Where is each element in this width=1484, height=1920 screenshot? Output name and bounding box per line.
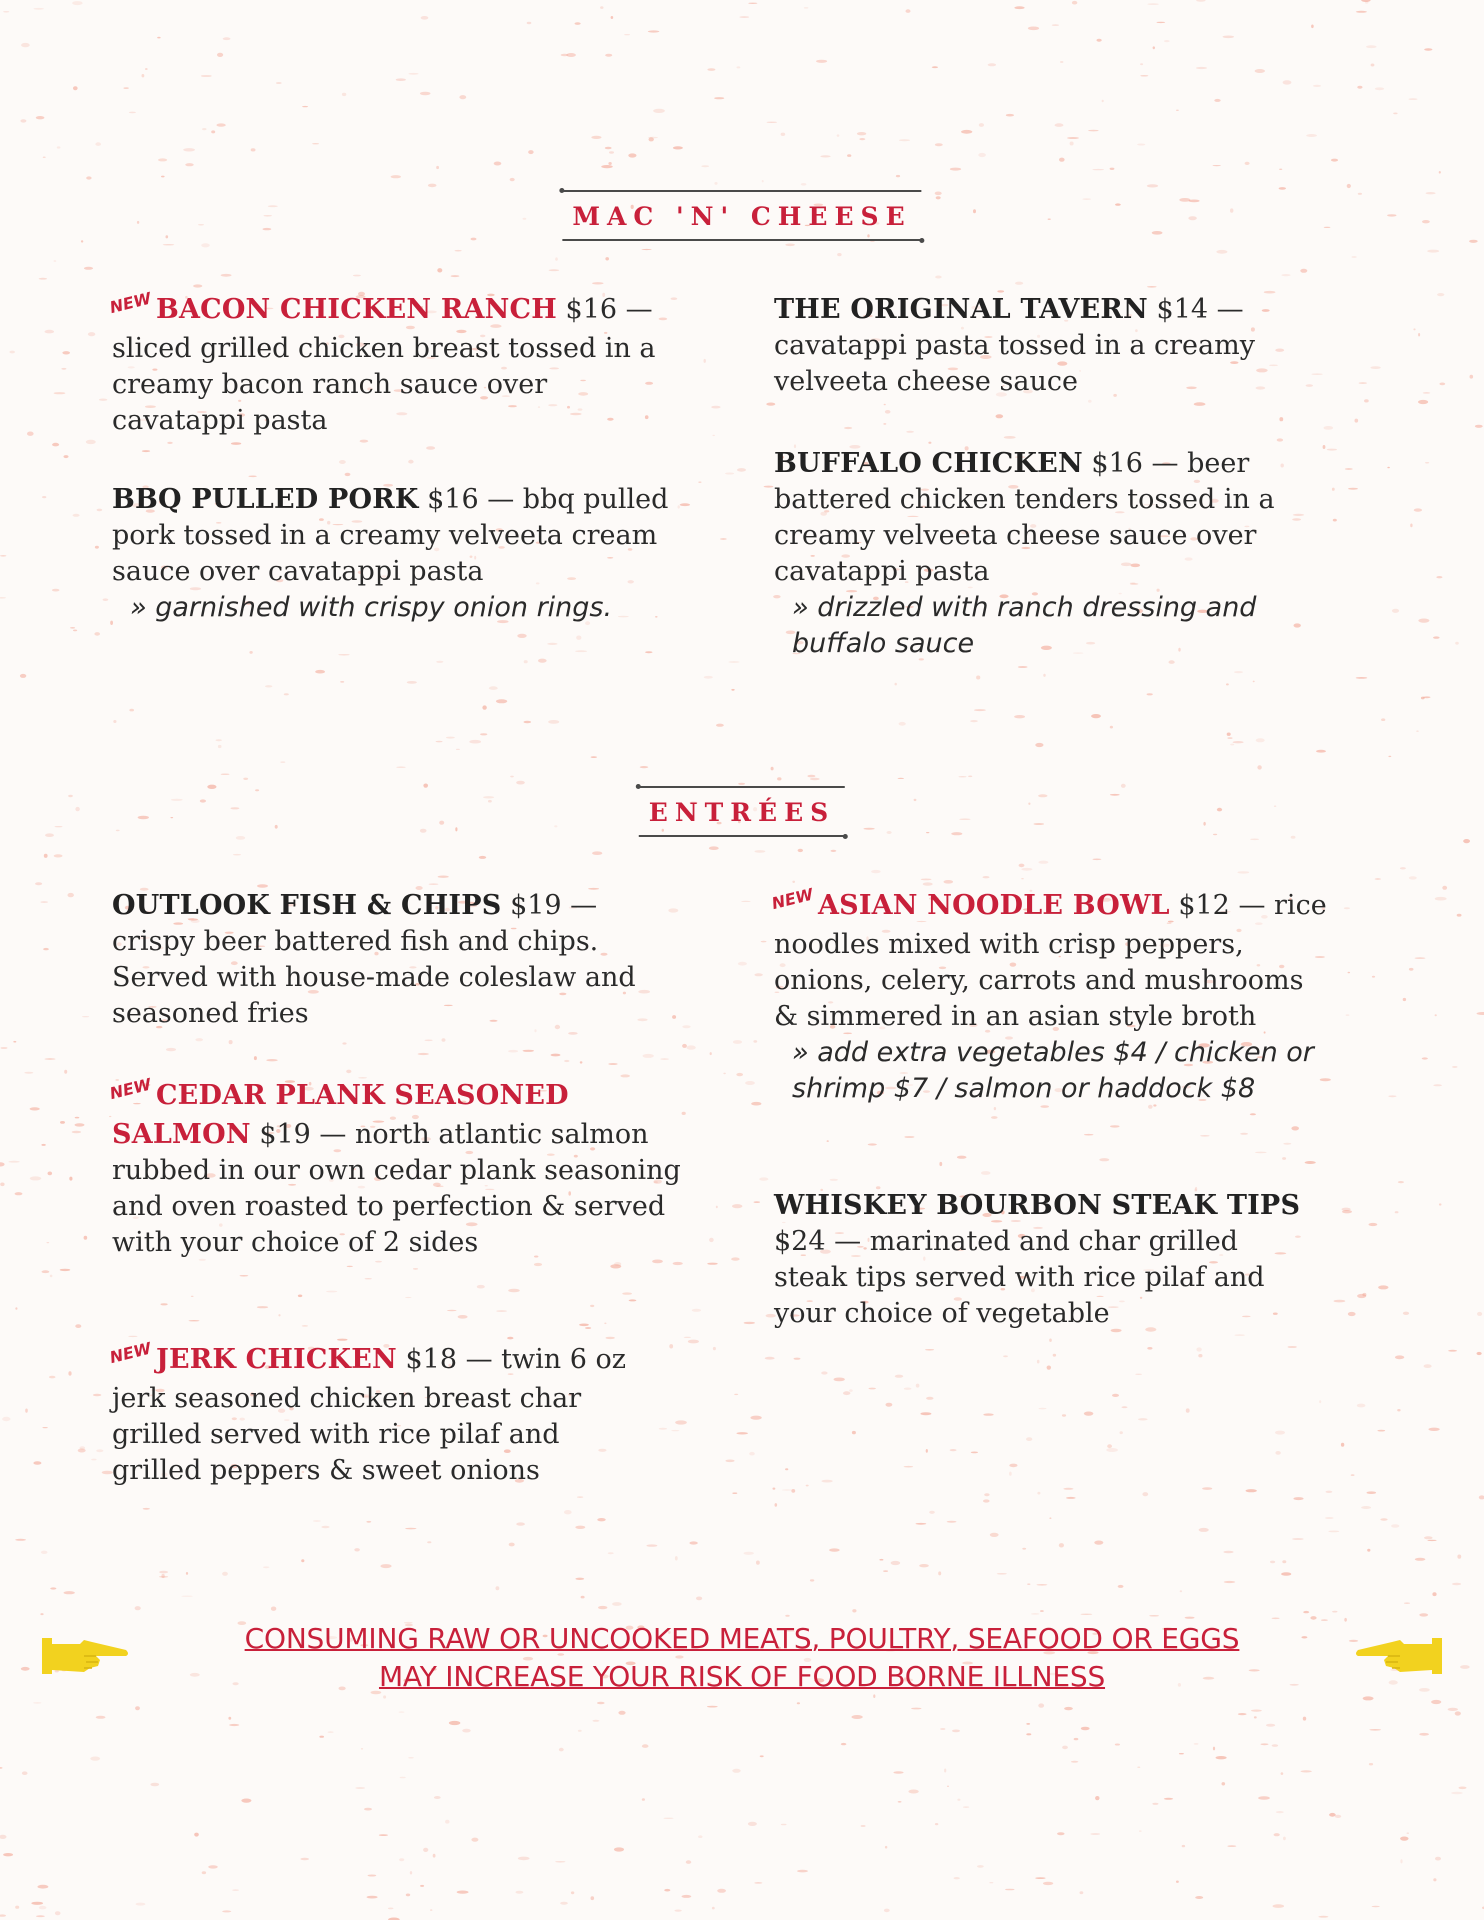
item-description: battered chicken tenders tossed in a creamy velveeta cheese sauce over cavatappi pasta	[774, 484, 1275, 587]
item-description: cavatappi pasta tossed in a creamy velveeta cheese sauce	[774, 330, 1255, 397]
section-heading-entrees: ENTRÉES	[639, 786, 845, 837]
menu-item-asian-noodle-bowl	[769, 884, 1334, 1107]
warning-line-2: MAY INCREASE YOUR RISK OF FOOD BORNE ILLNESS	[378, 1660, 1106, 1693]
food-safety-warning	[0, 1620, 1484, 1696]
menu-item-jerk-chicken	[107, 1338, 652, 1489]
item-price: $16 —	[565, 294, 653, 325]
item-price: $16 — bbq pulled	[427, 484, 669, 515]
item-description: rubbed in our own cedar plank seasoning and oven roasted to perfection & served with your choice of 2 sides	[112, 1155, 681, 1258]
item-price: $24	[774, 1226, 826, 1257]
menu-item-fish-and-chips	[112, 888, 672, 1032]
item-description: noodles mixed with crisp peppers, onions, celery, carrots and mushrooms & simmered in an asian style broth	[774, 929, 1304, 1032]
menu-item-cedar-plank-salmon	[107, 1074, 682, 1261]
new-badge: NEW	[769, 884, 816, 914]
item-name: JERK CHICKEN	[155, 1344, 397, 1375]
item-name: ASIAN NOODLE BOWL	[817, 890, 1170, 921]
item-price: $12 — rice	[1178, 890, 1327, 921]
menu-item-whiskey-bourbon-steak-tips	[774, 1188, 1314, 1332]
menu-item-bbq-pulled-pork	[112, 482, 672, 626]
item-description: beer battered fish and chips. Served with house-made coleslaw and seasoned fries	[112, 926, 636, 1029]
item-name: THE ORIGINAL TAVERN	[774, 294, 1148, 325]
item-note: » garnished with crispy onion rings.	[130, 592, 613, 623]
item-price: $19 — north atlantic salmon	[259, 1119, 649, 1150]
item-price: $18 — twin 6 oz	[405, 1344, 626, 1375]
item-note: » add extra vegetables $4 / chicken or shrimp $7 / salmon or haddock $8	[792, 1037, 1314, 1104]
new-badge: NEW	[107, 288, 154, 318]
menu-item-bacon-chicken-ranch	[107, 288, 672, 439]
item-name: WHISKEY BOURBON STEAK TIPS	[774, 1190, 1301, 1221]
section-heading-mac-n-cheese: MAC 'N' CHEESE	[562, 190, 921, 241]
menu-item-buffalo-chicken	[774, 446, 1314, 662]
item-name: BACON CHICKEN RANCH	[155, 294, 557, 325]
item-description: pork tossed in a creamy velveeta cream sauce over cavatappi pasta	[112, 520, 658, 587]
new-badge: NEW	[107, 1338, 154, 1368]
item-price: $19 — crispy	[112, 890, 598, 957]
new-badge: NEW	[107, 1074, 154, 1104]
item-description: sliced grilled chicken breast tossed in a creamy bacon ranch sauce over cavatappi pasta	[112, 333, 656, 436]
item-name: BBQ PULLED PORK	[112, 484, 419, 515]
item-price: $16 — beer	[1091, 448, 1250, 479]
warning-line-1: CONSUMING RAW OR UNCOOKED MEATS, POULTRY, SEAFOOD OR EGGS	[244, 1622, 1240, 1655]
item-note: » drizzled with ranch dressing and buffalo sauce	[792, 592, 1257, 659]
item-name: OUTLOOK FISH & CHIPS	[112, 890, 502, 921]
item-name: CEDAR PLANK SEASONED SALMON	[112, 1080, 569, 1150]
item-description: — marinated and char grilled steak tips served with rice pilaf and your choice of vegetable	[774, 1226, 1265, 1329]
item-description: jerk seasoned chicken breast char grilled served with rice pilaf and grilled peppers & sweet onions	[112, 1383, 582, 1486]
item-name: BUFFALO CHICKEN	[774, 448, 1083, 479]
menu-item-original-tavern	[774, 292, 1304, 400]
item-price: $14 —	[1156, 294, 1244, 325]
